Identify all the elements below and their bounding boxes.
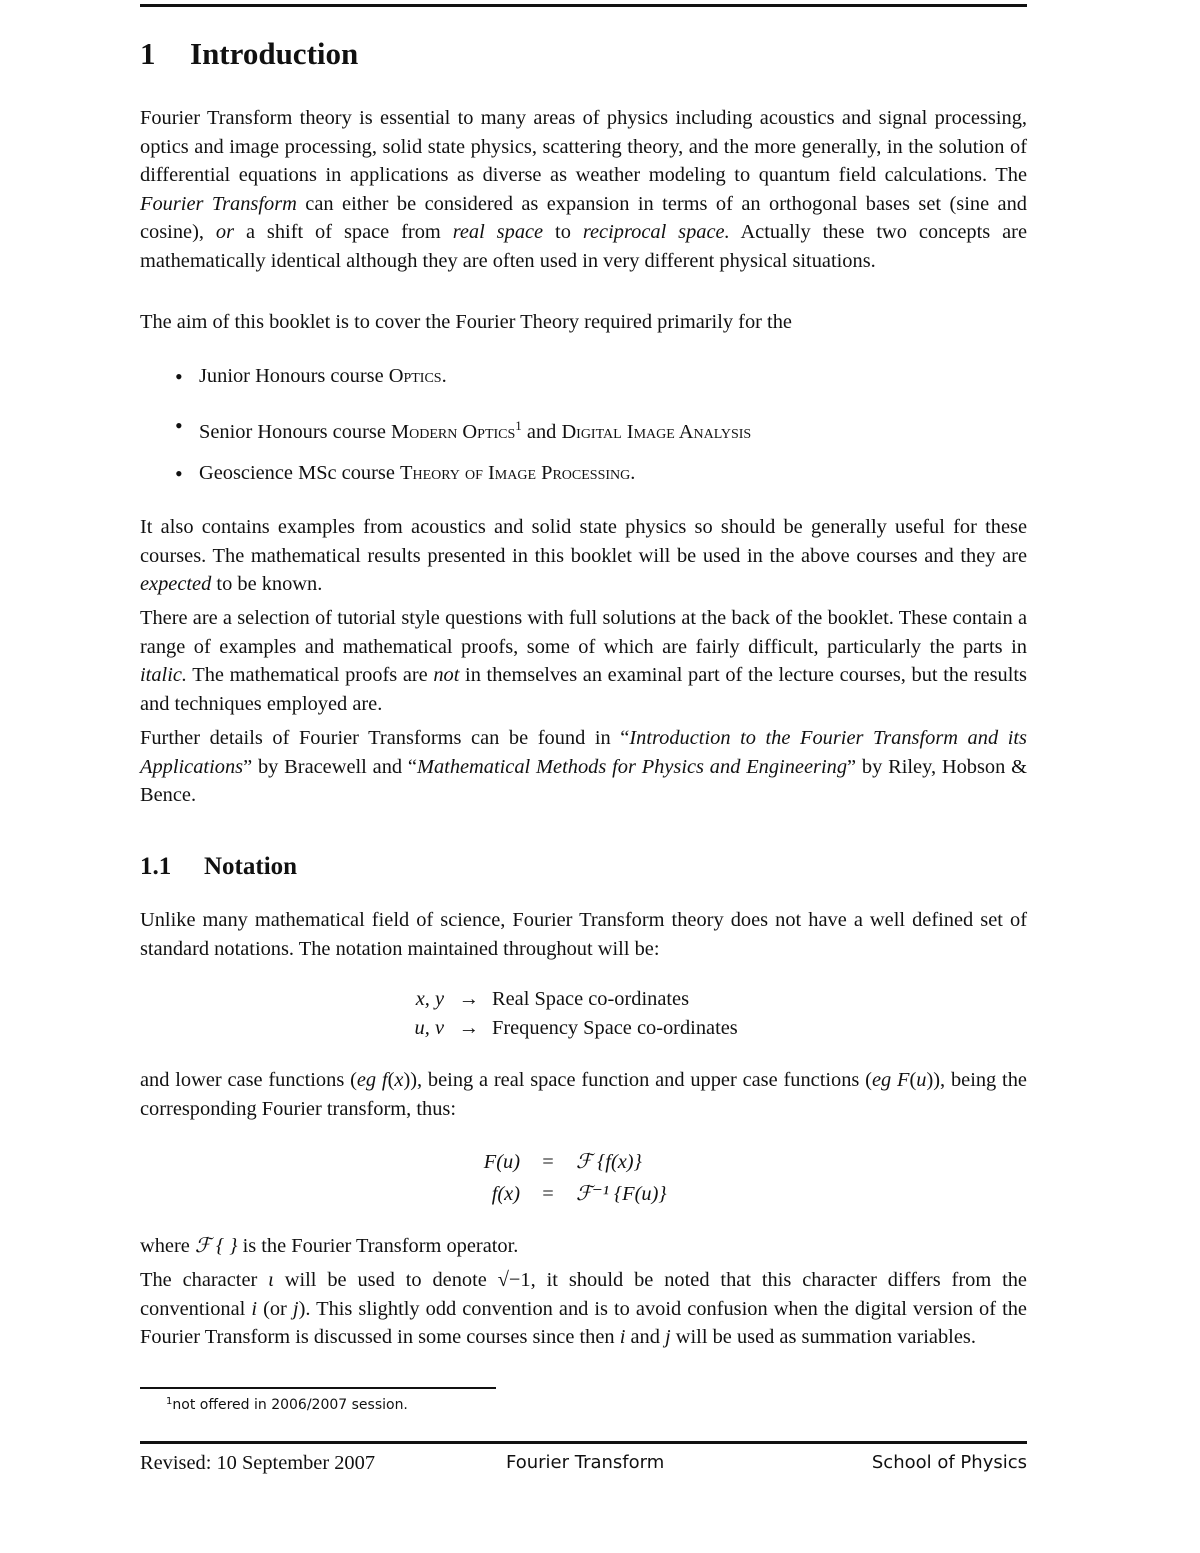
text: The character — [140, 1269, 269, 1291]
footnote — [166, 1396, 408, 1413]
notation-row — [392, 985, 738, 1014]
subsection-number: 1.1 — [140, 853, 172, 880]
emphasis: not — [433, 664, 460, 687]
list-item — [140, 457, 1027, 506]
emphasis: reciprocal space. — [582, 221, 730, 244]
footer-title: Fourier Transform — [506, 1452, 665, 1473]
emphasis: italic. — [140, 664, 188, 687]
section-title: Introduction — [190, 36, 359, 71]
arrow-icon: → — [458, 988, 480, 1010]
subsection-heading — [140, 853, 297, 881]
text: where — [140, 1235, 195, 1257]
footer-rule — [140, 1441, 1027, 1444]
emphasis: Fourier Transform — [140, 192, 297, 215]
operator-paragraph — [140, 1232, 1027, 1261]
footnote-text: not offered in 2006/2007 session. — [172, 1397, 408, 1413]
text: a shift of space from — [234, 221, 453, 244]
book-title: Introduction to the Fourier Transform and its Applications — [140, 727, 1027, 778]
notation-table — [392, 985, 738, 1043]
notation-row — [392, 1014, 738, 1043]
notation-paragraph: Unlike many mathematical field of science, Fourier Transform theory does not have a well defined set of standard notations. The notation maintained throughout will be: — [140, 909, 1027, 960]
emphasis: or — [215, 221, 235, 244]
emphasis: real space — [452, 221, 544, 244]
book-title: Mathematical Methods for Physics and Engineering — [416, 755, 848, 778]
text: ( — [909, 1069, 917, 1091]
math-symbol: i — [251, 1297, 258, 1320]
text: The mathematical proofs are — [187, 664, 434, 687]
text: )), being a real space function and upper case functions ( — [403, 1069, 872, 1091]
text: can either be considered as expansion in terms of an orthogonal bases set (sine and cosine), — [140, 192, 1027, 244]
footer-school: School of Physics — [871, 1452, 1027, 1473]
equation-lhs: f(x) — [491, 1183, 520, 1205]
description: Real Space co-ordinates — [492, 988, 690, 1010]
math-symbol: ι — [268, 1269, 274, 1291]
paragraph-4 — [140, 604, 1027, 718]
operator-symbol: ℱ { } — [194, 1235, 238, 1257]
text: and lower case functions ( — [140, 1069, 357, 1091]
list-item — [140, 409, 1027, 458]
footer-revised: Revised: 10 September 2007 — [140, 1452, 376, 1474]
text: will be used as summation variables. — [670, 1326, 976, 1349]
equation-lhs: F(u) — [483, 1151, 520, 1173]
text: will be used to denote √−1, it should be noted that this character differs from the conventional — [140, 1269, 1027, 1320]
equals-sign: = — [542, 1183, 554, 1205]
text: and — [521, 420, 562, 443]
footnote-rule — [140, 1387, 496, 1389]
footnote-mark: 1 — [166, 1396, 173, 1407]
section-number: 1 — [140, 36, 156, 71]
emphasis: u — [916, 1069, 927, 1091]
text: in themselves an examinal part of the lecture courses, but the results and techniques employed are. — [140, 664, 1027, 715]
math-symbol: i — [619, 1326, 626, 1349]
text: . — [630, 462, 636, 484]
emphasis: x — [394, 1069, 404, 1091]
paragraph-3 — [140, 513, 1027, 599]
iota-paragraph — [140, 1266, 1027, 1352]
text: to — [543, 221, 583, 244]
text: ( — [387, 1069, 395, 1091]
text: Fourier Transform theory is essential to many areas of physics including acoustics and signal processing, optics and image processing, solid state physics, scattering theory, and the more generally, in the solution of differential equations in applications as diverse as weather modeling to quantum field calculations. The — [140, 107, 1027, 187]
intro-paragraph-2: The aim of this booklet is to cover the Fourier Theory required primarily for the — [140, 311, 792, 333]
text: Geoscience MSc course — [199, 462, 400, 484]
text: ” by Bracewell and “ — [243, 755, 417, 778]
equation-row — [470, 1178, 667, 1210]
text: is the Fourier Transform operator. — [237, 1235, 519, 1257]
arrow-icon: → — [458, 1017, 480, 1039]
math-symbol: j — [292, 1297, 299, 1320]
emphasis: eg F — [871, 1069, 910, 1091]
course-list — [140, 360, 1027, 506]
course-name: Theory of Image Processing — [400, 462, 631, 484]
equations — [470, 1146, 667, 1210]
text: It also contains examples from acoustics and solid state physics so should be generally useful for these courses. The mathematical results presented in this booklet will be used in the above courses and they are — [140, 516, 1027, 567]
emphasis: eg f — [356, 1069, 388, 1091]
section-heading — [140, 36, 358, 72]
functions-paragraph — [140, 1066, 1027, 1123]
equation-rhs: ℱ {f(x)} — [576, 1151, 642, 1173]
text: Actually these two concepts are mathematically identical although they are often used in very different physical situations. — [140, 221, 1028, 272]
symbol: u, v — [414, 1017, 444, 1039]
description: Frequency Space co-ordinates — [492, 1017, 738, 1039]
text: . — [441, 365, 447, 387]
paragraph-5 — [140, 724, 1027, 810]
text: There are a selection of tutorial style questions with full solutions at the back of the booklet. These contain a range of examples and mathematical proofs, some of which are fairly difficult, particularly the parts in — [140, 607, 1027, 658]
intro-paragraph-1 — [140, 104, 1027, 276]
text: and — [625, 1326, 666, 1349]
footnote-mark: 1 — [515, 417, 522, 433]
text: to be known. — [211, 573, 323, 596]
equals-sign: = — [542, 1151, 554, 1173]
course-name: Modern Optics — [390, 420, 516, 443]
equation-row — [470, 1146, 667, 1178]
course-name: Optics — [388, 365, 442, 387]
text: ). This slightly odd convention and is to avoid confusion when the digital version of the Fourier Transform is discussed in some courses since then — [140, 1297, 1027, 1349]
math-symbol: j — [665, 1326, 671, 1349]
symbol: x, y — [415, 988, 444, 1010]
text: Senior Honours course — [199, 420, 391, 443]
list-item — [140, 360, 1027, 409]
text: ” by Riley, Hobson & Bence. — [140, 755, 1027, 807]
text: Junior Honours course — [199, 365, 389, 387]
text: Further details of Fourier Transforms can be found in “ — [140, 727, 630, 749]
subsection-title: Notation — [204, 853, 298, 880]
equation-rhs: ℱ⁻¹ {F(u)} — [576, 1183, 667, 1205]
emphasis: expected — [140, 573, 212, 596]
course-name: Digital Image Analysis — [561, 420, 752, 443]
text: )), being the corresponding Fourier transform, thus: — [140, 1069, 1027, 1120]
text: (or — [257, 1297, 293, 1320]
top-rule — [140, 4, 1027, 7]
